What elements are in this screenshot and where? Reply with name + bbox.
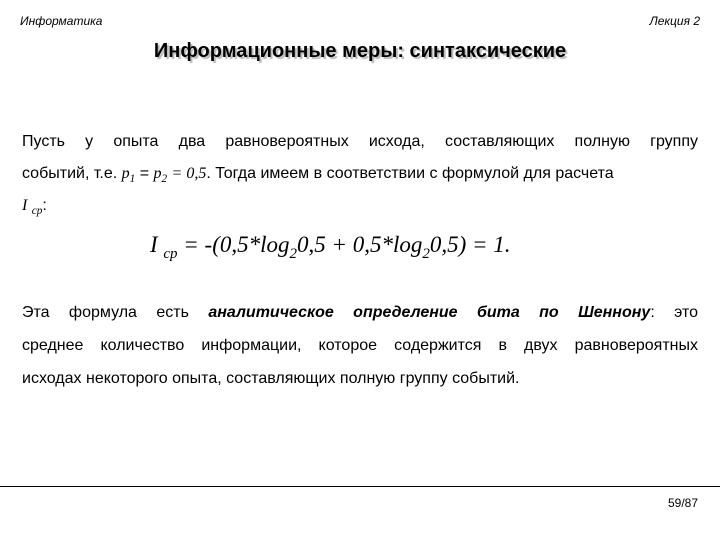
para1-line1: Пусть у опыта два равновероятных исхода, составляющих полную группу	[22, 133, 698, 150]
formula-i-subscript: ср	[163, 246, 178, 262]
formula-part3: 0,5) = 1.	[429, 232, 511, 257]
para1-line2	[22, 164, 698, 183]
bit-definition-emphasis: аналитическое определение бита по Шеннону	[208, 304, 651, 321]
formula-i: I	[150, 232, 158, 257]
footer-divider	[0, 486, 720, 487]
i-subscript: ср	[31, 205, 43, 217]
para2-line2: среднее количество информации, которое содержится в двух равновероятных	[22, 337, 698, 354]
slide-title: Информационные меры: синтаксические	[153, 40, 567, 62]
header-course: Информатика	[20, 14, 103, 28]
para1-line2-post: . Тогда имеем в соответствии с формулой для расчета	[206, 165, 614, 182]
para1-line2-pre: событий, т.е.	[22, 165, 118, 182]
colon: :	[42, 197, 47, 214]
formula-log-base2: 2	[422, 246, 430, 262]
para2-line1-post: : это	[650, 304, 699, 321]
formula-part1: = -(0,5*log	[183, 232, 290, 257]
p1-symbol	[121, 165, 136, 185]
p-letter-2: p	[153, 165, 162, 182]
formula-log-base1: 2	[289, 246, 297, 262]
probability-value: = 0,5	[171, 165, 207, 182]
formula-part2: 0,5 + 0,5*log	[296, 232, 423, 257]
entropy-formula	[150, 232, 511, 262]
para1-line3	[22, 196, 698, 215]
para2-line1	[22, 303, 698, 322]
p1-subscript: 1	[129, 173, 136, 185]
p-letter: p	[121, 165, 130, 182]
p2-subscript: 2	[161, 173, 168, 185]
p2-symbol	[153, 165, 168, 185]
page-number: 59/87	[667, 496, 698, 510]
equal-sign: =	[139, 165, 150, 182]
i-symbol: I	[22, 197, 28, 214]
header-lecture: Лекция 2	[649, 14, 700, 28]
para2-line1-pre: Эта формула есть	[22, 304, 189, 321]
para2-line3: исходах некоторого опыта, составляющих полную группу событий.	[22, 370, 520, 387]
